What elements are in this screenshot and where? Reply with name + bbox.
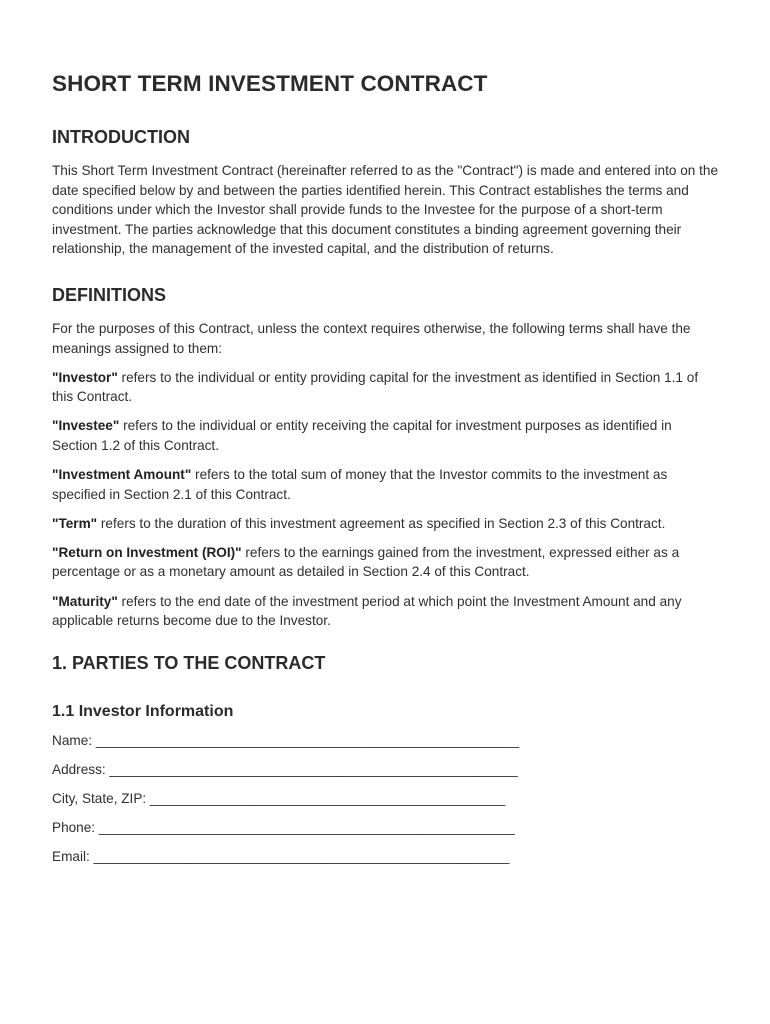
field-label: Name: bbox=[52, 732, 93, 748]
definitions-section bbox=[52, 283, 718, 631]
investor-city-state-zip-field[interactable] bbox=[52, 789, 718, 809]
investor-email-field[interactable] bbox=[52, 847, 718, 867]
definition-item-roi bbox=[52, 543, 718, 582]
parties-heading: 1. PARTIES TO THE CONTRACT bbox=[52, 652, 326, 673]
definition-text: refers to the individual or entity receiving the capital for investment purposes as identified in Section 1.2 of this Contract. bbox=[52, 418, 672, 453]
field-label: Phone: bbox=[52, 819, 96, 835]
definitions-heading: DEFINITIONS bbox=[52, 284, 167, 305]
definition-term: "Maturity" bbox=[52, 593, 118, 609]
definition-text: refers to the end date of the investment period at which point the Investment Amount and any applicable returns become due to the Investor. bbox=[52, 593, 682, 629]
definitions-lead-paragraph: For the purposes of this Contract, unless the context requires otherwise, the following terms shall have the meanings assigned to them: bbox=[52, 320, 691, 356]
definition-term: "Investment Amount" bbox=[52, 467, 192, 483]
field-label: Email: bbox=[52, 849, 90, 865]
definition-term: "Term" bbox=[52, 515, 98, 531]
field-blank-line[interactable]: ________________________________________________________ bbox=[95, 732, 520, 748]
definition-item-term bbox=[52, 514, 718, 534]
field-blank-line[interactable]: _______________________________________________________ bbox=[98, 819, 515, 835]
investor-information-heading: 1.1 Investor Information bbox=[52, 702, 234, 720]
field-blank-line[interactable]: ______________________________________________________ bbox=[109, 761, 518, 777]
definition-term: "Investor" bbox=[52, 369, 118, 385]
definition-item-investment-amount bbox=[52, 465, 718, 504]
introduction-heading: INTRODUCTION bbox=[52, 127, 190, 147]
definition-text: refers to the earnings gained from the investment, expressed either as a percentage or as a monetary amount as detailed in Section 2.4 of this Contract. bbox=[52, 544, 680, 580]
investor-name-field[interactable] bbox=[52, 731, 718, 751]
field-blank-line[interactable]: _______________________________________________ bbox=[149, 790, 506, 806]
definition-text: refers to the individual or entity providing capital for the investment as identified in Section 1.1 of this Contract. bbox=[52, 369, 699, 405]
parties-section bbox=[52, 651, 718, 867]
field-label: City, State, ZIP: bbox=[52, 790, 147, 806]
definition-item-investor bbox=[52, 368, 718, 407]
field-blank-line[interactable]: _______________________________________________________ bbox=[93, 849, 510, 865]
definition-text: refers to the duration of this investment agreement as specified in Section 2.3 of this Contract. bbox=[97, 515, 666, 531]
definition-item-maturity bbox=[52, 592, 718, 631]
investor-address-field[interactable] bbox=[52, 760, 718, 780]
introduction-paragraph: This Short Term Investment Contract (hereinafter referred to as the "Contract") is made and entered into on the date specified below by and between the parties identified herein. This Contract establishes the terms and conditions under which the Investor shall provide funds to the Investee for the purpose of a short-term investment. The parties acknowledge that this document constitutes a binding agreement governing their relationship, the management of the invested capital, and the distribution of returns. bbox=[52, 163, 718, 257]
definition-text: refers to the total sum of money that the Investor commits to the investment as specified in Section 2.1 of this Contract. bbox=[52, 467, 668, 502]
definition-term: "Investee" bbox=[52, 418, 120, 434]
definition-item-investee bbox=[52, 416, 718, 455]
document-title: SHORT TERM INVESTMENT CONTRACT bbox=[52, 71, 488, 96]
definition-term: "Return on Investment (ROI)" bbox=[52, 544, 242, 560]
introduction-section bbox=[52, 125, 718, 259]
field-label: Address: bbox=[52, 761, 106, 777]
investor-phone-field[interactable] bbox=[52, 818, 718, 838]
